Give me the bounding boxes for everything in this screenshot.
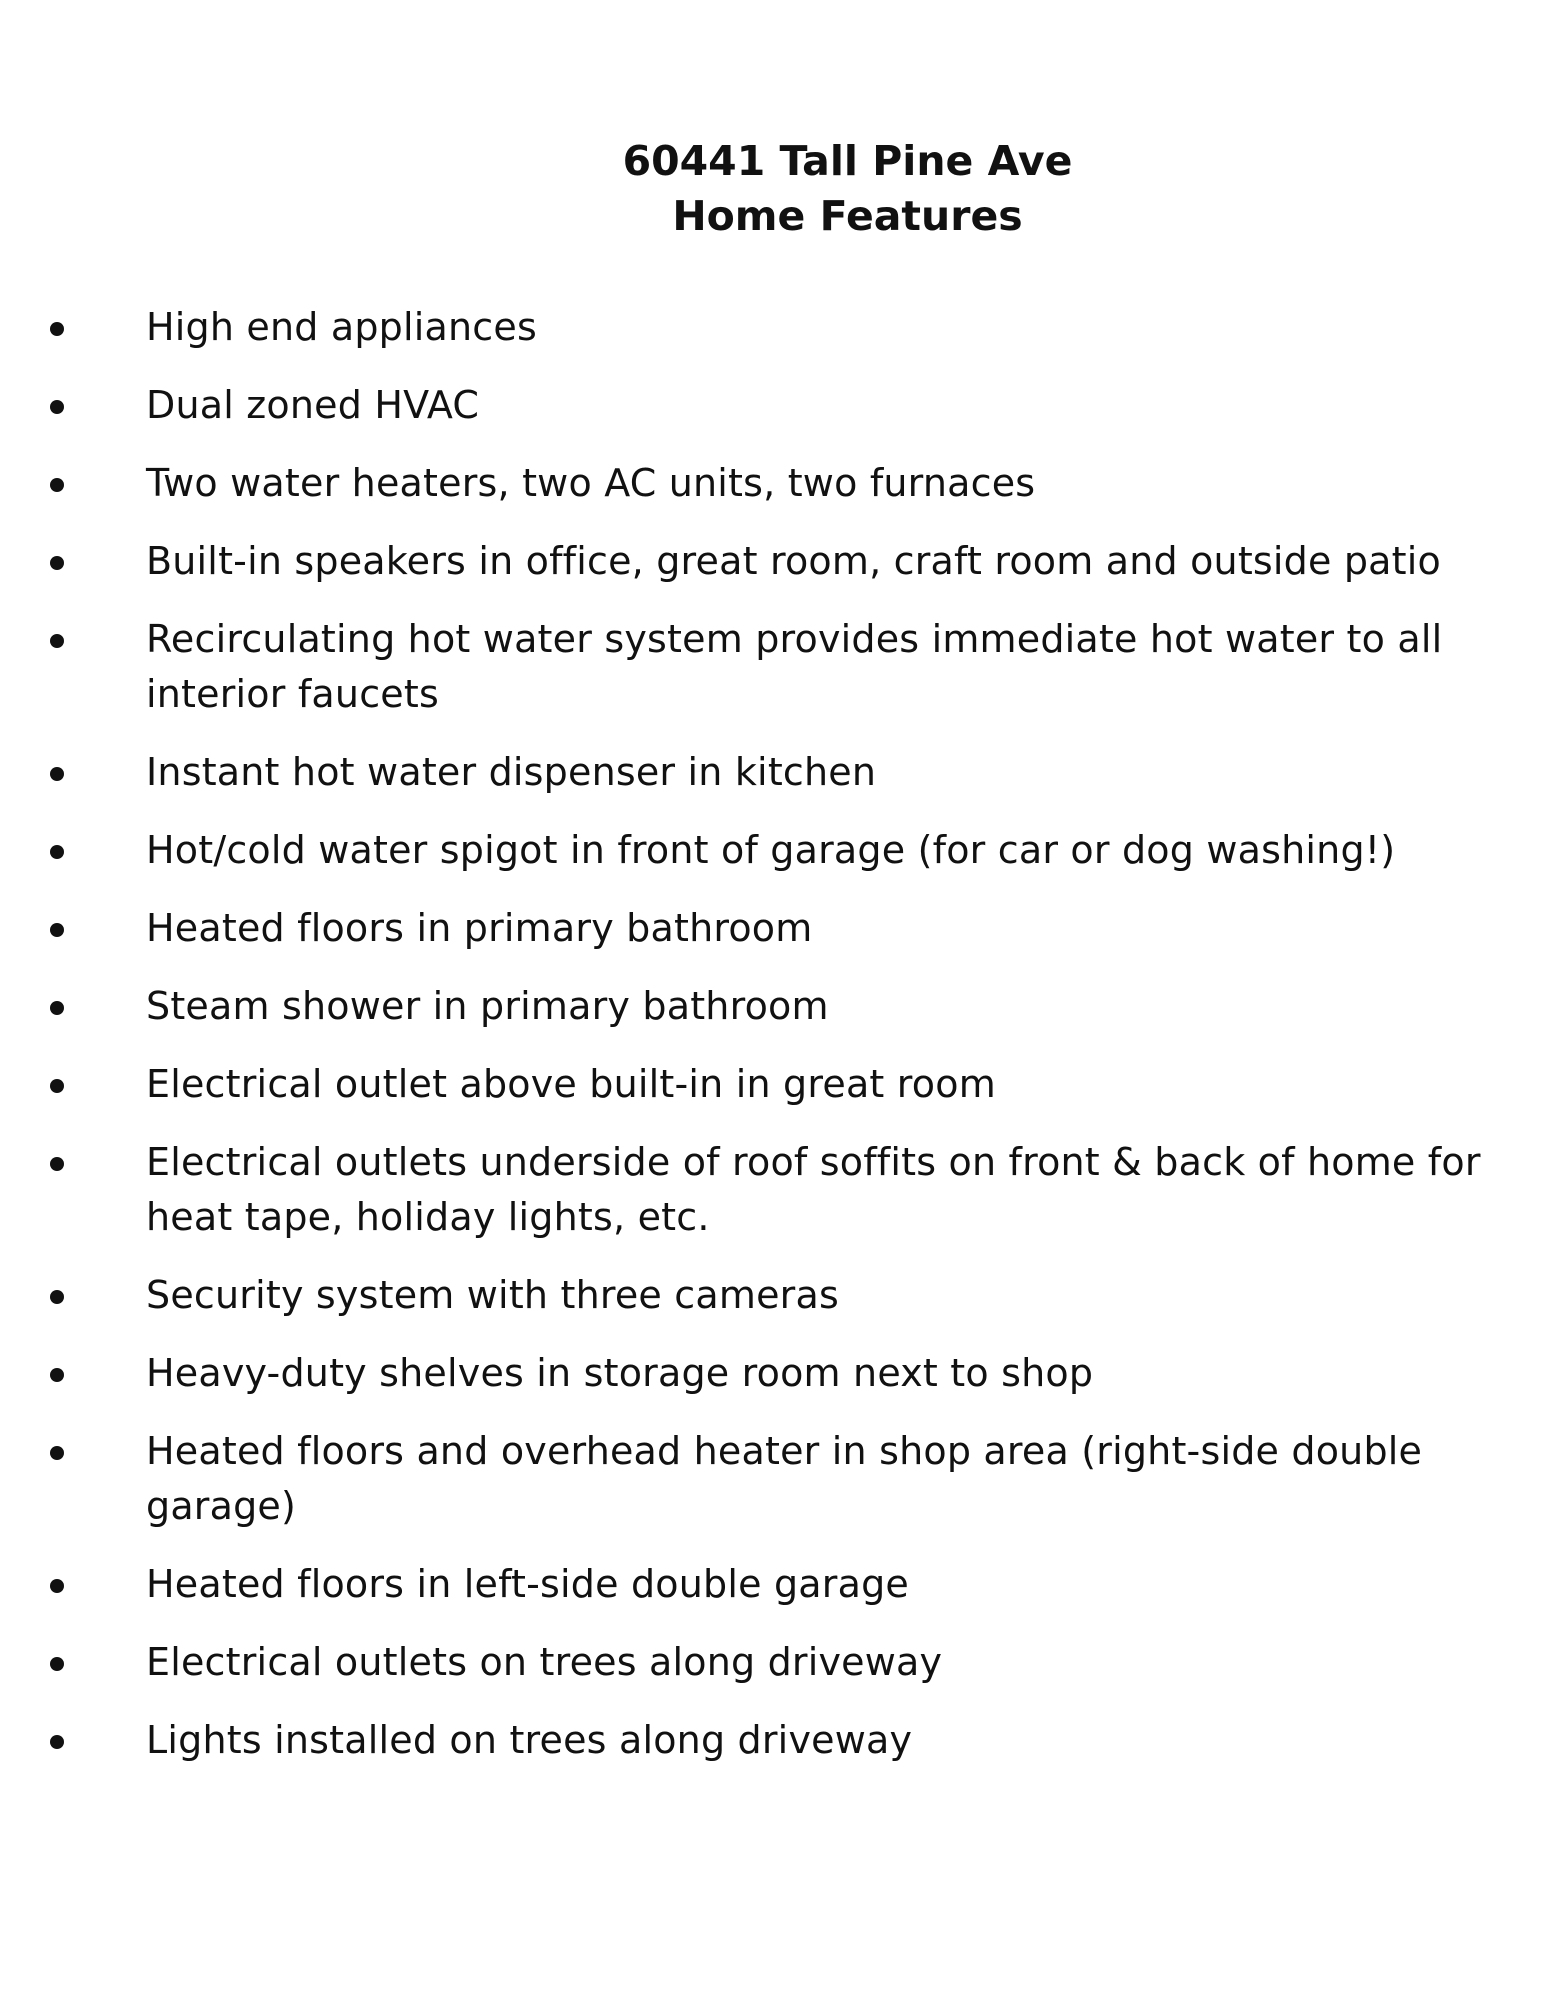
list-item	[0, 979, 1545, 1034]
bullet-icon	[50, 845, 64, 859]
feature-text: Electrical outlets on trees along driveway	[146, 1640, 943, 1684]
feature-text: Heated floors and overhead heater in shop area (right-side double garage)	[146, 1429, 1423, 1528]
bullet-icon	[50, 1157, 64, 1171]
list-item	[0, 1557, 1545, 1612]
list-item	[0, 823, 1545, 878]
feature-text: Lights installed on trees along driveway	[146, 1718, 913, 1762]
bullet-icon	[50, 322, 64, 336]
feature-text: Recirculating hot water system provides immediate hot water to all interior faucets	[146, 617, 1443, 716]
list-item	[0, 378, 1545, 433]
feature-text: Two water heaters, two AC units, two furnaces	[146, 461, 1036, 505]
bullet-icon	[50, 1368, 64, 1382]
features-list	[0, 300, 1545, 1791]
feature-text: Steam shower in primary bathroom	[146, 984, 829, 1028]
list-item	[0, 1713, 1545, 1768]
bullet-icon	[50, 1446, 64, 1460]
bullet-icon	[50, 634, 64, 648]
feature-text: Security system with three cameras	[146, 1273, 839, 1317]
feature-text: Heated floors in left-side double garage	[146, 1562, 909, 1606]
feature-text: Hot/cold water spigot in front of garage (for car or dog washing!)	[146, 828, 1396, 872]
bullet-icon	[50, 478, 64, 492]
feature-text: Heated floors in primary bathroom	[146, 906, 813, 950]
list-item	[0, 300, 1545, 355]
property-address: 60441 Tall Pine Ave	[622, 137, 1073, 185]
list-item	[0, 612, 1545, 722]
list-item	[0, 456, 1545, 511]
bullet-icon	[50, 1657, 64, 1671]
list-item	[0, 745, 1545, 800]
bullet-icon	[50, 1001, 64, 1015]
bullet-icon	[50, 1079, 64, 1093]
feature-text: Electrical outlet above built-in in great room	[146, 1062, 996, 1106]
bullet-icon	[50, 767, 64, 781]
bullet-icon	[50, 1579, 64, 1593]
page-title	[0, 134, 1545, 244]
list-item	[0, 1424, 1545, 1534]
feature-text: High end appliances	[146, 305, 537, 349]
list-item	[0, 1135, 1545, 1245]
list-item	[0, 901, 1545, 956]
bullet-icon	[50, 1735, 64, 1749]
feature-text: Heavy-duty shelves in storage room next to shop	[146, 1351, 1094, 1395]
bullet-icon	[50, 1290, 64, 1304]
list-item	[0, 1346, 1545, 1401]
list-item	[0, 1057, 1545, 1112]
bullet-icon	[50, 923, 64, 937]
list-item	[0, 1268, 1545, 1323]
bullet-icon	[50, 556, 64, 570]
feature-text: Instant hot water dispenser in kitchen	[146, 750, 877, 794]
feature-text: Electrical outlets underside of roof soffits on front & back of home for heat tape, holiday lights, etc.	[146, 1140, 1481, 1239]
list-item	[0, 1635, 1545, 1690]
list-item	[0, 534, 1545, 589]
document-subtitle: Home Features	[672, 192, 1023, 240]
bullet-icon	[50, 400, 64, 414]
feature-text: Dual zoned HVAC	[146, 383, 480, 427]
feature-text: Built-in speakers in office, great room, craft room and outside patio	[146, 539, 1441, 583]
